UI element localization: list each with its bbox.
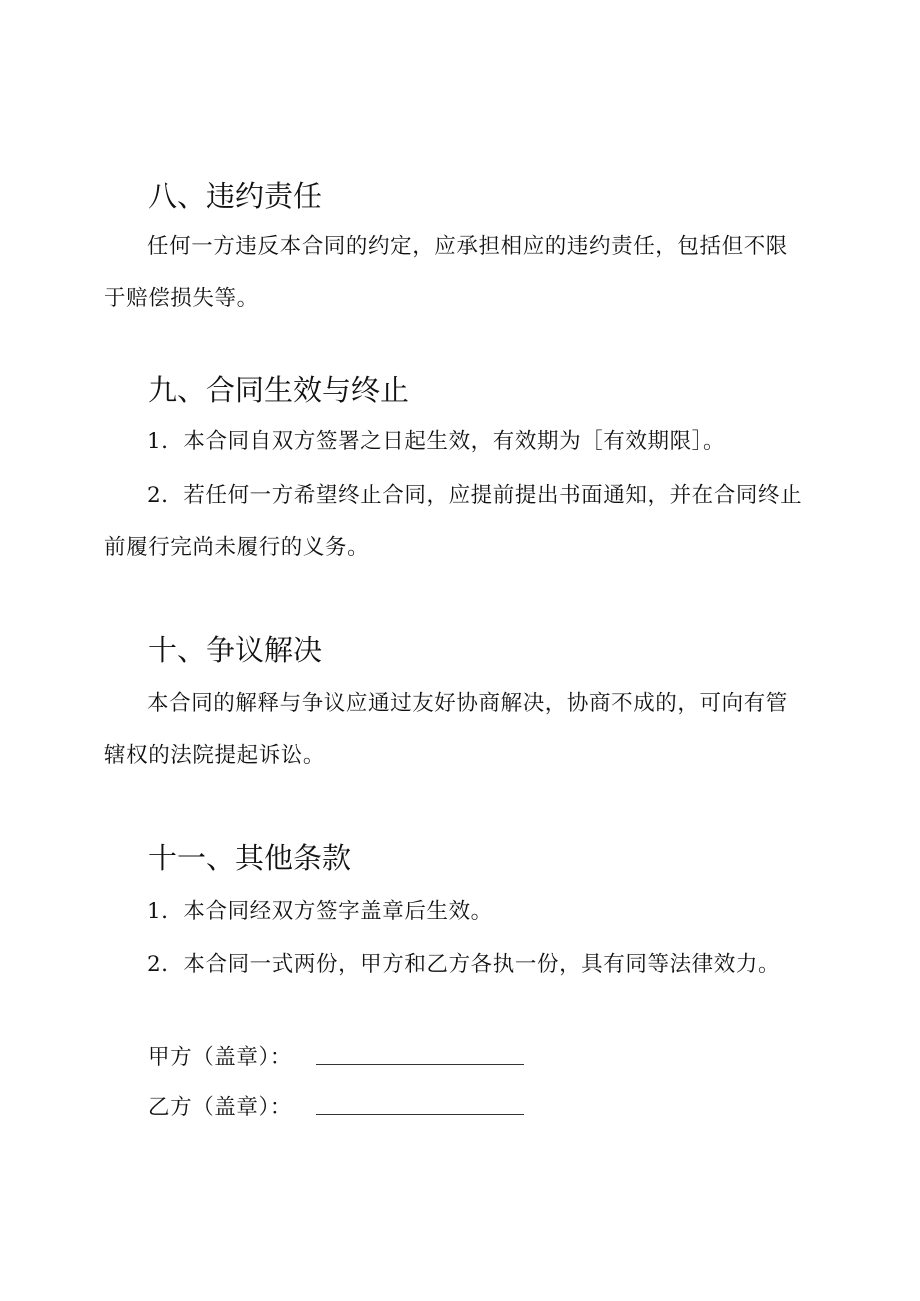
signature-row-party-a: [148, 1043, 524, 1073]
dispute-resolution-paragraph: 本合同的解释与争议应通过友好协商解决，协商不成的，可向有管辖权的法院提起诉讼。: [104, 691, 788, 768]
section-heading-effect-termination: 九、合同生效与终止: [148, 373, 410, 407]
party-a-signature-line[interactable]: [316, 1063, 524, 1065]
party-b-signature-line[interactable]: [316, 1113, 524, 1115]
breach-liability-paragraph: 任何一方违反本合同的约定，应承担相应的违约责任，包括但不限于赔偿损失等。: [104, 234, 788, 311]
signature-row-party-b: [148, 1093, 524, 1123]
effect-clause-2: 2．若任何一方希望终止合同，应提前提出书面通知，并在合同终止前履行完尚未履行的义务。: [104, 483, 803, 560]
effect-clause-1: 1．本合同自双方签署之日起生效，有效期为［有效期限］。: [147, 429, 726, 454]
section-heading-breach-liability: 八、违约责任: [148, 179, 323, 213]
party-a-seal-label: 甲方（盖章）：: [148, 1045, 292, 1070]
section-heading-dispute-resolution: 十、争议解决: [148, 633, 323, 667]
party-b-seal-label: 乙方（盖章）：: [148, 1095, 292, 1120]
other-terms-clause-1: 1．本合同经双方签字盖章后生效。: [147, 899, 493, 924]
section-heading-other-terms: 十一、其他条款: [148, 841, 352, 875]
other-terms-clause-2: 2．本合同一式两份，甲方和乙方各执一份，具有同等法律效力。: [147, 952, 781, 977]
